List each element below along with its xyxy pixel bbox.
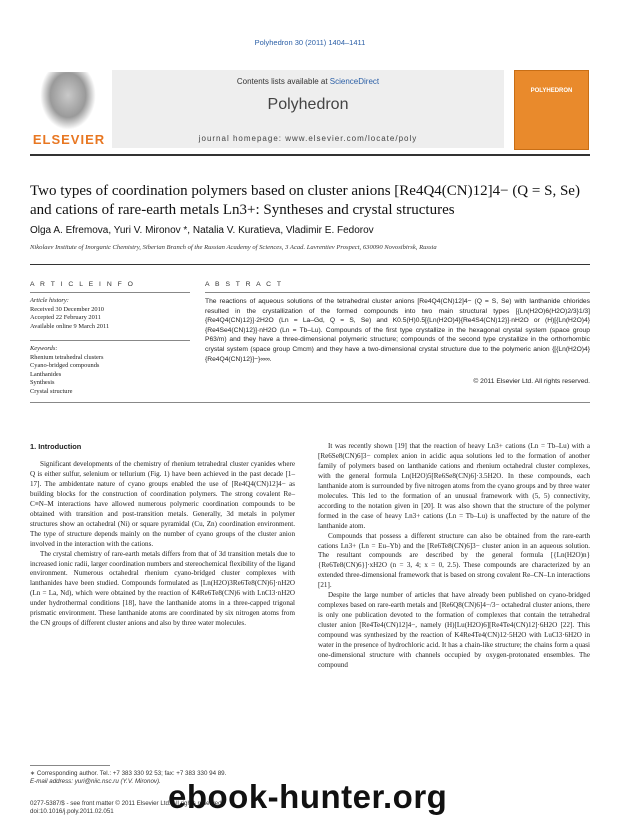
contents-prefix: Contents lists available at	[236, 77, 330, 86]
article-affiliation: Nikolaev Institute of Inorganic Chemistry, Siberian Branch of the Russian Academy of Sciences, 3 Acad. Lavrentiev Prospect, 630090 Novosibirsk, Russia	[30, 244, 437, 251]
tree-logo-icon	[40, 72, 96, 130]
issn-line: 0277-5387/$ - see front matter © 2011 Elsevier Ltd. All rights reserved.	[30, 800, 224, 807]
paragraph: Significant developments of the chemistry of rhenium tetrahedral cluster cyanides where Q is either sulfur, selenium or tellurium (Fig. 1) have been achieved in the past decade [1–17]. The ambidentate nature of cyano groups enabled the use of [Re4Q4(CN)12]4− as building blocks for the construction of coordination polymers. The strong covalent Re–C≡N–M interactions have allowed numerous polymeric coordination compounds to be obtained with transition and post-transition metals. Generally, 3d metals in polymer structures show an octahedral (Ni) or square pyramidal (Cu, Zn) coordination environment. The type of structure depends mainly on the number of cyano groups of the cluster anion involved in the interaction with the cations.	[30, 460, 295, 548]
keywords-label: Keywords:	[30, 345, 58, 352]
keyword-item: Rhenium tetrahedral clusters	[30, 353, 104, 361]
article-title: Two types of coordination polymers based on cluster anions [Re4Q4(CN)12]4− (Q = S, Se) and cations of rare-earth metals Ln3+: Syntheses and crystal structures	[30, 183, 580, 218]
keyword-item: Lanthanides	[30, 370, 62, 378]
cover-title: POLYHEDRON	[530, 88, 573, 94]
header-rule	[30, 154, 590, 156]
body-column-left	[30, 460, 295, 629]
abstract-bottom-rule	[30, 402, 590, 403]
copyright-notice: © 2011 Elsevier Ltd. All rights reserved.	[473, 378, 590, 385]
article-history	[30, 297, 190, 331]
publisher-logo-text: ELSEVIER	[32, 132, 106, 147]
watermark-text: ebook-hunter.org	[168, 778, 448, 815]
body-column-right	[318, 442, 590, 671]
sciencedirect-link[interactable]: ScienceDirect	[329, 77, 380, 86]
keywords-rule	[30, 340, 190, 341]
title-rule	[30, 264, 590, 265]
article-info-heading: A R T I C L E I N F O	[30, 281, 135, 288]
footnote-rule	[30, 765, 110, 766]
accepted-date: Accepted 22 February 2011	[30, 314, 101, 322]
keyword-item: Synthesis	[30, 379, 55, 387]
received-date: Received 30 December 2010	[30, 305, 104, 313]
article-authors: Olga A. Efremova, Yuri V. Mironov *, Natalia V. Kuratieva, Vladimir E. Fedorov	[30, 225, 374, 236]
keyword-item: Crystal structure	[30, 387, 73, 395]
abstract-heading: A B S T R A C T	[205, 281, 283, 288]
journal-reference[interactable]: Polyhedron 30 (2011) 1404–1411	[254, 38, 366, 47]
email-address[interactable]: E-mail address: yuri@niic.nsc.ru (Y.V. Mironov).	[30, 778, 161, 785]
paragraph: Compounds that possess a different structure can also be obtained from the rare-earth cations Ln3+ (Ln = Eu–Yb) and the [Re6Te8(CN)6]3− cluster anion in an aqueous solution. The resultant compounds are described by the general formula [{Ln(H2O)n}{Re6Te8(CN)6}]·xH2O (n = 3, 4; x = 0, 2.5). These compounds are characterized by an extended three-dimensional framework that is based on strong covalent Re–CN–Ln interactions [21].	[318, 531, 590, 590]
paragraph: It was recently shown [19] that the reaction of heavy Ln3+ cations (Ln = Tb–Lu) with a [Re6Se8(CN)6]3− complex anion in acidic aqua solutions led to the formation of another family of polymers based on lanthanide cations and rhenium octahedral cluster complexes, with the general formula Ln(H2O)5[Re6Se8(CN)6]·3.5H2O. In these compounds, each lanthanide atom is surrounded by five nitrogen atoms from the cyano groups and by three water molecules. This led to the formation of an unusual framework with (5, 5) connectivity, according to the notation given in [20]. It was also shown that the structure of the polymer formed in the case of heavy Ln3+ cations (Ln = Tb–Lu) is unaffected by the nature of the lanthanide atom.	[318, 442, 590, 530]
corresponding-author: ∗ Corresponding author. Tel.: +7 383 330 92 53; fax: +7 383 330 94 89.	[30, 770, 227, 777]
online-date: Available online 9 March 2011	[30, 322, 110, 330]
journal-name: Polyhedron	[267, 96, 349, 113]
history-label: Article history:	[30, 297, 69, 304]
keyword-item: Cyano-bridged compounds	[30, 362, 100, 370]
article-info-rule	[30, 292, 190, 293]
doi-link[interactable]: doi:10.1016/j.poly.2011.02.051	[30, 808, 114, 815]
paragraph: Despite the large number of articles that have already been published on cyano-bridged complexes based on rare-earth metals and [Re6Q8(CN)6]4−/3− octahedral cluster anions, there is only one publication devoted to the formation of complexes that contain the tetrahedral cluster anion [Re4Te4(CN)12]4−, namely (H)[Lu(H2O)6][Re4Te4(CN)12]·6H2O [22]. This compound was synthesized by the reaction of K4Re4Te4(CN)12·5H2O with LuCl3·6H2O in water in the presence of hydrochloric acid. It has a chain-like structure; the chains form a quasi one-dimensional structure with channels occupied by oxygen-protonated ensembles. The compound	[318, 591, 590, 669]
contents-line	[112, 77, 504, 86]
keywords-list	[30, 345, 190, 397]
journal-cover-image	[514, 70, 589, 150]
journal-homepage[interactable]: journal homepage: www.elsevier.com/locate/poly	[198, 134, 418, 143]
abstract-rule	[205, 292, 590, 293]
section-heading-introduction: 1. Introduction	[30, 442, 82, 451]
abstract-text: The reactions of aqueous solutions of the tetrahedral cluster anions [Re4Q4(CN)12]4− (Q = S, Se) with lanthanide chlorides resulted in the crystallization of the formed compounds into two main structural types [{Ln(H2O)6(H2O)2/3}1/3]{Re4Q4(CN)12}]·2H2O (Ln = La–Gd, Q = S, Se) and K0.5(H)0.5[{Ln(H2O)4}{Re4S4(CN)12}]·nH2O or (H)[{Ln(H2O)4}{Re4Se4(CN)12}]·nH2O (Ln = Tb–Lu). Compounds of the first type crystallize in the hexagonal crystal system (space group P63/m) and they have a three-dimensional polymeric structure; compounds of the second type crystallize in the orthorhombic crystal system (space group Cmcm) and they have a two-dimensional crystal structure due to the polymeric anion {[{Ln(H2O)4}{Re4Q4(CN)12}]−}∞∞.	[205, 298, 590, 363]
paragraph: The crystal chemistry of rare-earth metals differs from that of 3d transition metals due to increased ionic radii, larger coordination numbers and stereochemical flexibility of the ligand environment. Numerous octahedral rhenium cyano-bridged cluster complexes with lanthanides have been studied. Compounds formulated as [Ln(H2O)3Re6Te8(CN)6]·nH2O (Ln = La, Nd), which were obtained by the reaction of K4Re6Te8(CN)6 with LnCl3·nH2O under hydrothermal conditions [18], have the lanthanide atoms in a three-capped trigonal prismatic environment. These lanthanide atoms are coordinated by six nitrogen atoms from the CN groups of different cluster anions and also by three water molecules.	[30, 549, 296, 628]
